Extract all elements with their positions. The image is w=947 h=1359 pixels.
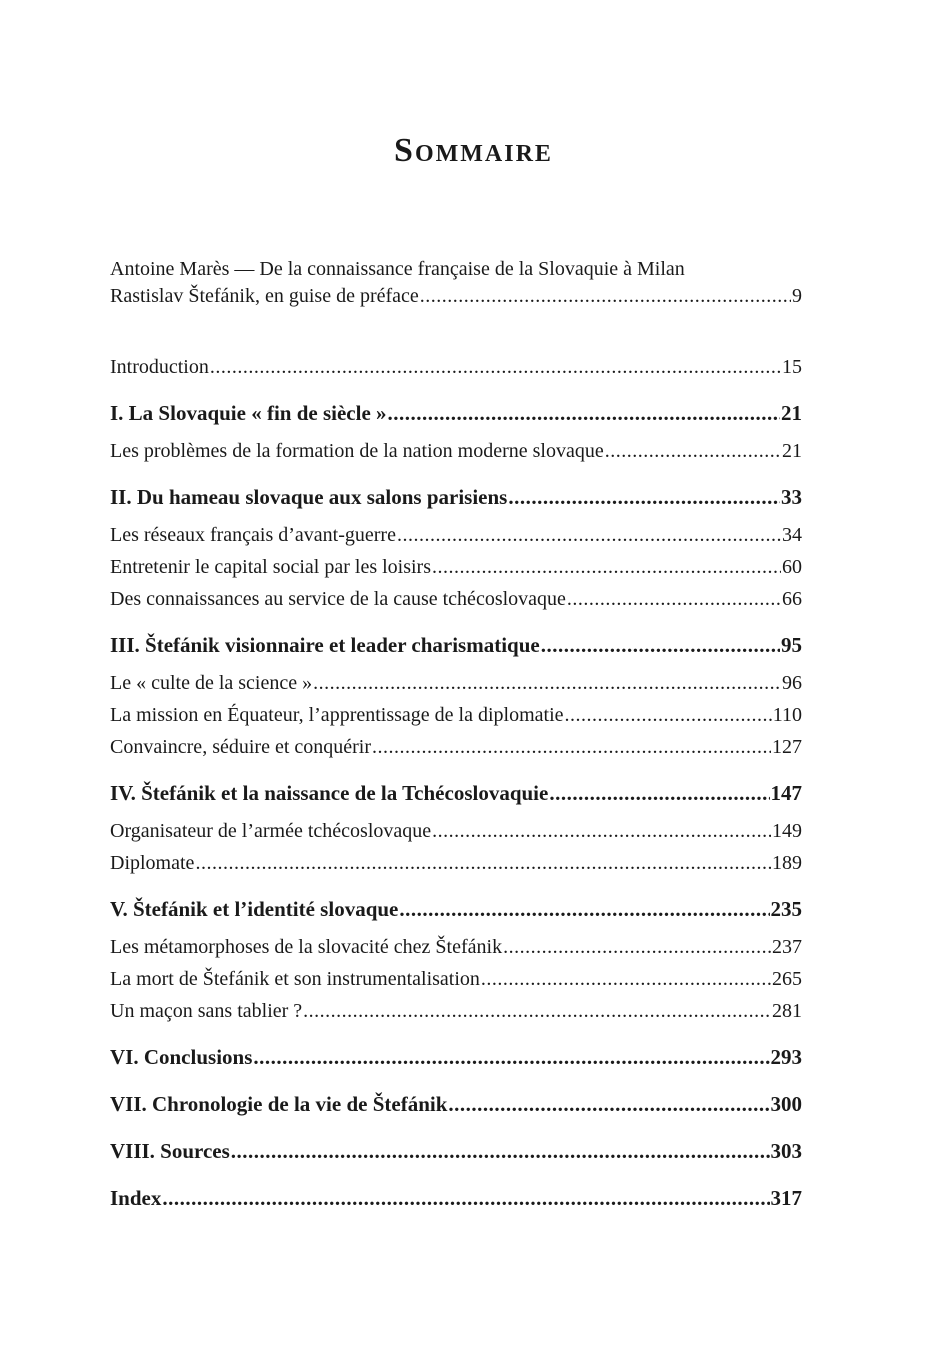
dot-leader <box>388 396 780 430</box>
dot-leader <box>549 776 769 810</box>
toc-chapter-entry <box>110 1040 802 1074</box>
section-title: Les réseaux français d’avant-guerre <box>110 524 396 546</box>
section-title: Diplomate <box>110 852 195 874</box>
toc-section-entry <box>110 847 802 879</box>
dot-leader <box>503 931 771 963</box>
chapter-page-number: 317 <box>770 1186 802 1210</box>
toc-introduction-entry <box>110 351 802 383</box>
toc-chapter-entry <box>110 480 802 514</box>
dot-leader <box>399 892 769 926</box>
toc-section-entry <box>110 699 802 731</box>
toc-chapter-entry <box>110 628 802 662</box>
section-title: La mission en Équateur, l’apprentissage de la diplomatie <box>110 704 564 726</box>
chapter-page-number: 300 <box>770 1092 802 1116</box>
dot-leader <box>605 435 781 467</box>
section-title: Un maçon sans tablier ? <box>110 1000 303 1022</box>
chapter-page-number: 21 <box>781 401 802 425</box>
dot-leader <box>448 1087 769 1121</box>
toc-chapter-entry <box>110 1087 802 1121</box>
section-page-number: 149 <box>772 820 802 842</box>
toc-chapter-entry <box>110 892 802 926</box>
dot-leader <box>432 815 771 847</box>
section-title: Organisateur de l’armée tchécoslovaque <box>110 820 432 842</box>
chapter-title: III. Štefánik visionnaire et leader charismatique <box>110 633 540 657</box>
toc-section-entry <box>110 963 802 995</box>
section-title: Des connaissances au service de la cause tchécoslovaque <box>110 588 566 610</box>
section-title: Les problèmes de la formation de la nation moderne slovaque <box>110 440 604 462</box>
chapter-title: I. La Slovaquie « fin de siècle » <box>110 401 387 425</box>
chapter-page-number: 293 <box>770 1045 802 1069</box>
dot-leader <box>313 667 781 699</box>
dot-leader <box>372 731 771 763</box>
dot-leader <box>541 628 780 662</box>
chapter-title: IV. Štefánik et la naissance de la Tchécoslovaquie <box>110 781 549 805</box>
section-page-number: 127 <box>772 736 802 758</box>
chapter-title: VI. Conclusions <box>110 1045 253 1069</box>
toc-section-entry <box>110 583 802 615</box>
toc-section-entry <box>110 995 802 1027</box>
toc-chapter-entry <box>110 1134 802 1168</box>
section-page-number: 96 <box>782 672 802 694</box>
section-title: Convaincre, séduire et conquérir <box>110 736 372 758</box>
section-page-number: 110 <box>772 704 802 726</box>
section-title: Entretenir le capital social par les loisirs <box>110 556 431 578</box>
section-page-number: 60 <box>782 556 802 578</box>
section-page-number: 265 <box>772 968 802 990</box>
dot-leader <box>567 583 781 615</box>
chapter-title: V. Štefánik et l’identité slovaque <box>110 897 399 921</box>
dot-leader <box>210 351 781 383</box>
section-page-number: 21 <box>782 440 802 462</box>
dot-leader <box>397 519 781 551</box>
section-title: La mort de Štefánik et son instrumentalisation <box>110 968 480 990</box>
preface-page-number: 9 <box>792 285 802 307</box>
dot-leader <box>420 283 791 310</box>
chapter-page-number: 303 <box>770 1139 802 1163</box>
dot-leader <box>162 1181 769 1215</box>
table-of-contents <box>110 256 802 1220</box>
introduction-page-number: 15 <box>782 356 802 378</box>
section-page-number: 66 <box>782 588 802 610</box>
dot-leader <box>231 1134 770 1168</box>
section-page-number: 189 <box>772 852 802 874</box>
toc-section-entry <box>110 667 802 699</box>
section-page-number: 281 <box>772 1000 802 1022</box>
chapter-title: VIII. Sources <box>110 1139 230 1163</box>
chapter-title: II. Du hameau slovaque aux salons parisiens <box>110 485 508 509</box>
dot-leader <box>481 963 771 995</box>
section-page-number: 237 <box>772 936 802 958</box>
dot-leader <box>195 847 771 879</box>
dot-leader <box>303 995 771 1027</box>
chapter-title: VII. Chronologie de la vie de Štefánik <box>110 1092 448 1116</box>
chapter-page-number: 235 <box>770 897 802 921</box>
toc-section-entry <box>110 519 802 551</box>
toc-section-entry <box>110 815 802 847</box>
dot-leader <box>432 551 781 583</box>
toc-chapter-entry <box>110 776 802 810</box>
chapter-page-number: 147 <box>770 781 802 805</box>
dot-leader <box>253 1040 769 1074</box>
preface-label: Rastislav Štefánik, en guise de préface <box>110 285 419 307</box>
toc-chapter-entry <box>110 396 802 430</box>
toc-section-entry <box>110 435 802 467</box>
section-title: Le « culte de la science » <box>110 672 313 694</box>
preface-line <box>110 283 802 310</box>
section-title: Les métamorphoses de la slovacité chez Štefánik <box>110 936 503 958</box>
section-page-number: 34 <box>782 524 802 546</box>
dot-leader <box>508 480 780 514</box>
chapter-title: Index <box>110 1186 162 1210</box>
introduction-label: Introduction <box>110 356 209 378</box>
toc-section-entry <box>110 551 802 583</box>
chapter-page-number: 33 <box>781 485 802 509</box>
toc-section-entry <box>110 931 802 963</box>
chapter-page-number: 95 <box>781 633 802 657</box>
preface-first-line: Antoine Marès — De la connaissance française de la Slovaquie à Milan <box>110 258 685 280</box>
toc-section-entry <box>110 731 802 763</box>
toc-preface-entry <box>110 256 802 310</box>
toc-chapter-entry <box>110 1181 802 1215</box>
page-title: Sommaire <box>394 132 553 169</box>
toc-chapters <box>110 396 802 1215</box>
dot-leader <box>565 699 772 731</box>
